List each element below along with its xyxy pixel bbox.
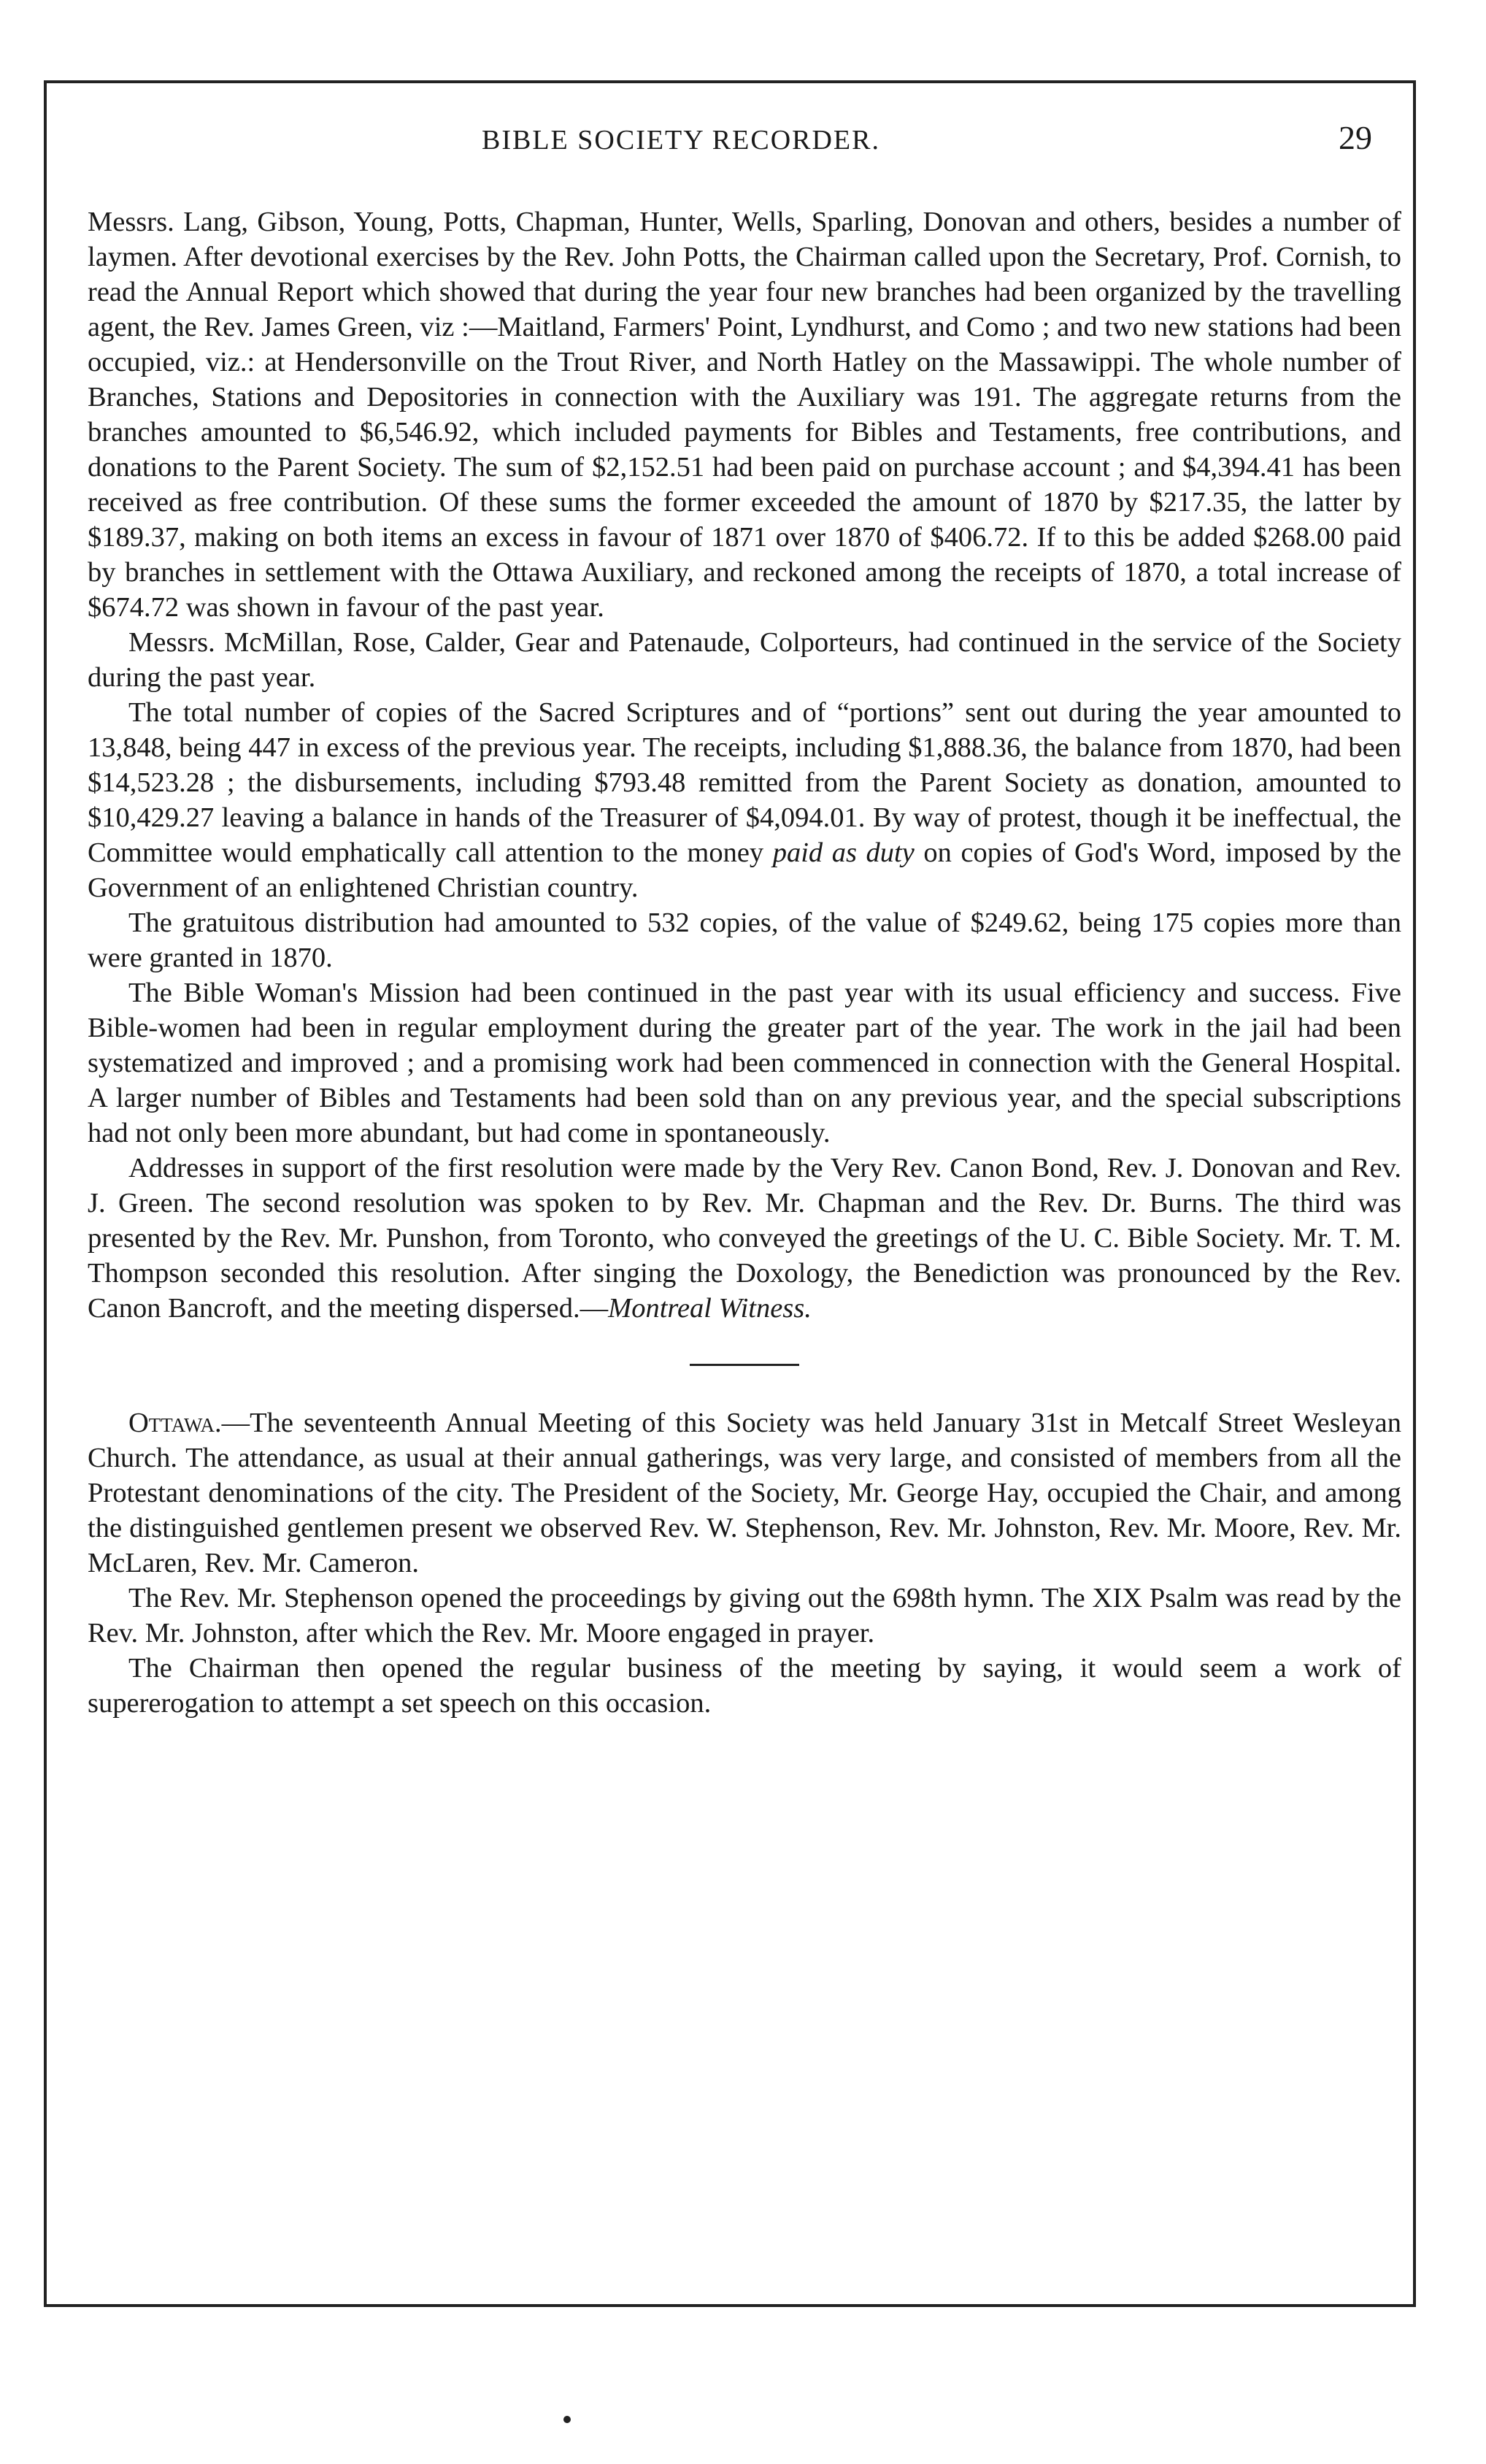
montreal-paragraph-6 xyxy=(88,1151,1401,1326)
montreal-p6-text: Addresses in support of the first resolution were made by the Very Rev. Canon Bond, Rev. J. Donovan and Rev. J. Green. The second resolution was spoken to by Rev. Mr. Chapman and the Rev. Dr. Burns. The third was presented by the Rev. Mr. Punshon, from Toronto, who conveyed the greetings of the U. C. Bible Society. Mr. T. M. Thompson seconded this resolution. After singing the Doxology, the Benediction was pronounced by the Rev. Canon Bancroft, and the meeting dispersed.— xyxy=(88,1153,1401,1324)
montreal-paragraph-1: Messrs. Lang, Gibson, Young, Potts, Chapman, Hunter, Wells, Sparling, Donovan and others, besides a number of laymen. After devotional exercises by the Rev. John Potts, the Chairman called upon the Secretary, Prof. Cornish, to read the Annual Report which showed that during the year four new branches had been organized by the travelling agent, the Rev. James Green, viz :—Maitland, Farmers' Point, Lyndhurst, and Como ; and two new stations had been occupied, viz.: at Hendersonville on the Trout River, and North Hatley on the Massawippi. The whole number of Branches, Stations and Depositories in connection with the Auxiliary was 191. The aggregate returns from the branches amounted to $6,546.92, which included payments for Bibles and Testaments, free contributions, and donations to the Parent Society. The sum of $2,152.51 had been paid on purchase account ; and $4,394.41 has been received as free contribution. Of these sums the former exceeded the amount of 1870 by $217.35, the latter by $189.37, making on both items an excess in favour of 1871 over 1870 of $406.72. If to this be added $268.00 paid by branches in settlement with the Ottawa Auxiliary, and reckoned among the receipts of 1870, a total increase of $674.72 was shown in favour of the past year. xyxy=(88,207,1401,623)
running-head: BIBLE SOCIETY RECORDER. xyxy=(482,125,880,156)
ottawa-paragraph-1 xyxy=(88,1405,1401,1581)
montreal-paragraph-5: The Bible Woman's Mission had been continued in the past year with its usual efficiency and success. Five Bible-women had been in regular employment during the greater part of the year. The work in the jail had been systematized and improved ; and a promising work had been commenced in connection with the General Hospital. A larger number of Bibles and Testaments had been sold than on any previous year, and the special subscriptions had not only been more abundant, but had come in spontaneously. xyxy=(88,978,1401,1148)
top-border-rule xyxy=(44,80,1416,83)
montreal-p3-tail: on copies of God's Word, imposed by the Government of an enlightened Christian country. xyxy=(88,837,1401,903)
page-dot-mark xyxy=(563,2416,571,2423)
page-number: 29 xyxy=(1339,119,1372,156)
section-divider xyxy=(690,1364,799,1366)
montreal-paragraph-2: Messrs. McMillan, Rose, Calder, Gear and Patenaude, Colporteurs, had continued in the service of the Society during the past year. xyxy=(88,627,1401,693)
ottawa-p1-text: —The seventeenth Annual Meeting of this Society was held January 31st in Metcalf Street Wesleyan Church. The attendance, as usual at their annual gatherings, was very large, and consisted of members from all the Protestant denominations of the city. The President of the Society, Mr. George Hay, occupied the Chair, and among the distinguished gentlemen present we observed Rev. W. Stephenson, Rev. Mr. Johnston, Rev. Mr. Moore, Rev. Mr. McLaren, Rev. Mr. Cameron. xyxy=(88,1408,1401,1578)
ottawa-paragraph-2: The Rev. Mr. Stephenson opened the proceedings by giving out the 698th hymn. The XIX Psalm was read by the Rev. Mr. Johnston, after which the Rev. Mr. Moore engaged in prayer. xyxy=(88,1583,1401,1649)
source-attribution: Montreal Witness. xyxy=(608,1293,812,1324)
bottom-border-rule xyxy=(44,2304,1416,2307)
article-body xyxy=(88,204,1401,1721)
montreal-paragraph-4: The gratuitous distribution had amounted to 532 copies, of the value of $249.62, being 175 copies more than were granted in 1870. xyxy=(88,907,1401,973)
ottawa-paragraph-3: The Chairman then opened the regular business of the meeting by saying, it would seem a work of supererogation to attempt a set speech on this occasion. xyxy=(88,1653,1401,1719)
montreal-p3-italic: paid as duty xyxy=(772,837,915,868)
ottawa-lead: Ottawa. xyxy=(128,1408,222,1438)
montreal-p3-text: The total number of copies of the Sacred Scriptures and of “portions” sent out during the year amounted to 13,848, being 447 in excess of the previous year. The receipts, including $1,888.36, the balance from 1870, had been $14,523.28 ; the disbursements, including $793.48 remitted from the Parent Society as donation, amounted to $10,429.27 leaving a balance in hands of the Treasurer of $4,094.01. By way of protest, though it be ineffectual, the Committee would emphatically call attention to the money xyxy=(88,697,1401,868)
montreal-paragraph-3 xyxy=(88,695,1401,905)
right-border-rule xyxy=(1413,80,1416,2307)
left-border-rule xyxy=(44,80,47,2307)
